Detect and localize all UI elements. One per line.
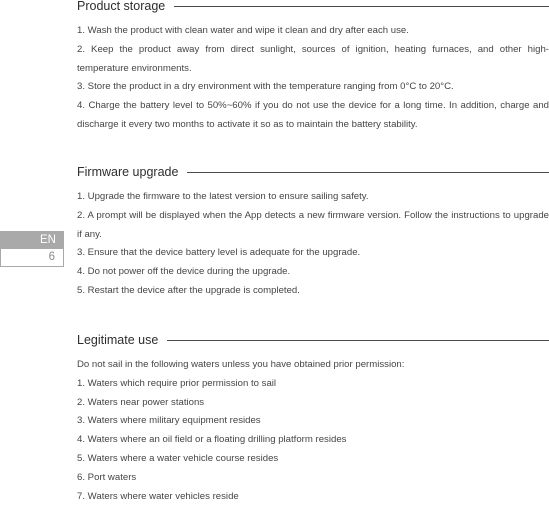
section-firmware-upgrade — [77, 165, 549, 301]
paragraph: Do not sail in the following waters unless you have obtained prior permission: — [77, 359, 405, 370]
section-header — [77, 0, 549, 13]
paragraph: 6. Port waters — [77, 471, 137, 483]
section-body — [77, 22, 549, 135]
section-divider — [187, 172, 549, 173]
paragraph: 1. Waters which require prior permission to sail — [77, 377, 277, 389]
section-product-storage — [77, 0, 549, 135]
paragraph: 5. Restart the device after the upgrade is completed. — [77, 284, 300, 296]
page-number: 6 — [0, 249, 64, 267]
section-title: Product storage — [77, 0, 166, 13]
paragraph: 2. Waters near power stations — [77, 396, 205, 408]
section-title: Firmware upgrade — [77, 165, 179, 179]
paragraph: 4. Waters where an oil field or a floating drilling platform resides — [77, 434, 347, 446]
section-header — [77, 165, 549, 179]
paragraph: 5. Waters where a water vehicle course resides — [77, 452, 279, 464]
section-legitimate-use — [77, 333, 549, 506]
page-tab — [0, 231, 64, 267]
paragraph: 4. Do not power off the device during the upgrade. — [77, 266, 291, 278]
paragraph: 1. Wash the product with clean water and wipe it clean and dry after each use. — [77, 25, 409, 36]
paragraph: 3. Store the product in a dry environment with the temperature ranging from 0°C to 20°C. — [77, 81, 454, 93]
language-label: EN — [0, 231, 64, 249]
paragraph: 7. Waters where water vehicles reside — [77, 490, 239, 502]
section-divider — [167, 340, 549, 341]
paragraph: 1. Upgrade the firmware to the latest version to ensure sailing safety. — [77, 191, 369, 202]
paragraph: 2. A prompt will be displayed when the App detects a new firmware version. Follow the instructions to upgrade if any. — [77, 209, 549, 240]
section-body — [77, 188, 549, 301]
paragraph: 2. Keep the product away from direct sunlight, sources of ignition, heating furnaces, and other high-temperature environments. — [77, 43, 549, 74]
section-title: Legitimate use — [77, 333, 159, 347]
paragraph: 4. Charge the battery level to 50%~60% if you do not use the device for a long time. In addition, charge and discharge it every two months to activate it so as to maintain the battery stability. — [77, 100, 549, 130]
section-body — [77, 356, 549, 506]
paragraph: 3. Ensure that the device battery level is adequate for the upgrade. — [77, 247, 361, 259]
section-header — [77, 333, 549, 347]
section-divider — [174, 6, 549, 7]
paragraph: 3. Waters where military equipment resides — [77, 415, 261, 427]
